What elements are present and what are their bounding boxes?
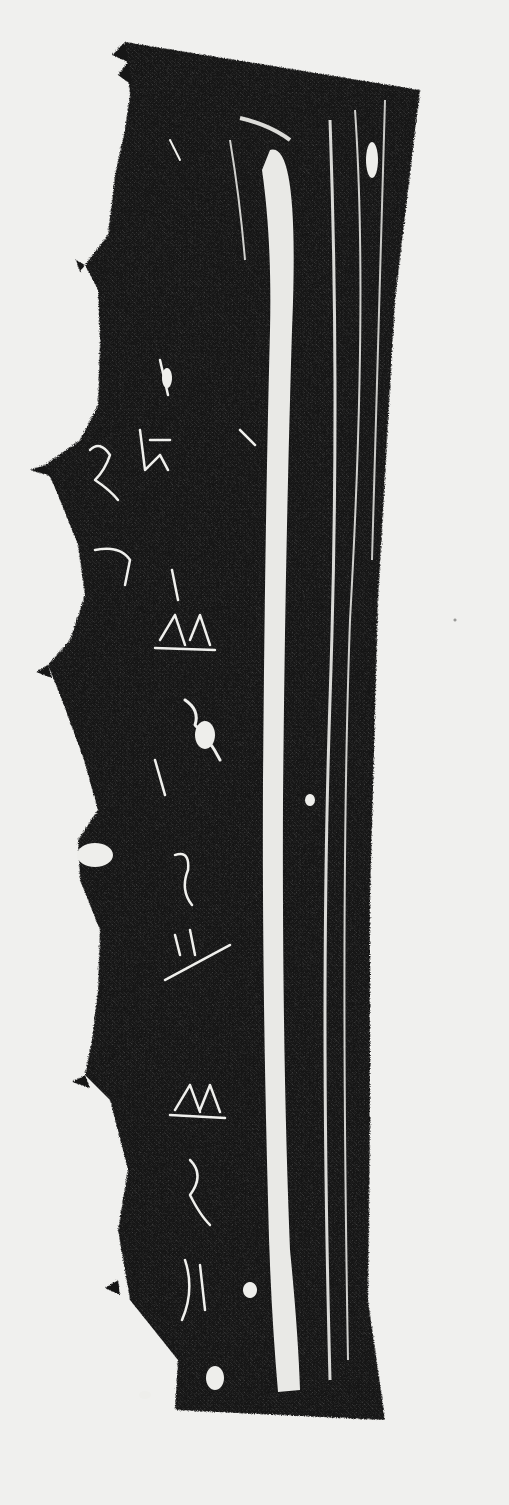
- strip-body: [45, 42, 420, 1420]
- worn-spot: [366, 142, 378, 178]
- worn-spot: [206, 1366, 224, 1390]
- worn-spot: [195, 721, 215, 749]
- edge-notch: [76, 260, 85, 272]
- worn-spot: [243, 1282, 257, 1298]
- rubbing-strip: [30, 42, 420, 1420]
- worn-spot: [77, 843, 113, 867]
- paper-speck: [454, 619, 457, 622]
- worn-spot: [162, 368, 172, 388]
- worn-spot: [305, 794, 315, 806]
- worn-spot: [139, 1391, 151, 1399]
- edge-notch: [105, 1280, 120, 1295]
